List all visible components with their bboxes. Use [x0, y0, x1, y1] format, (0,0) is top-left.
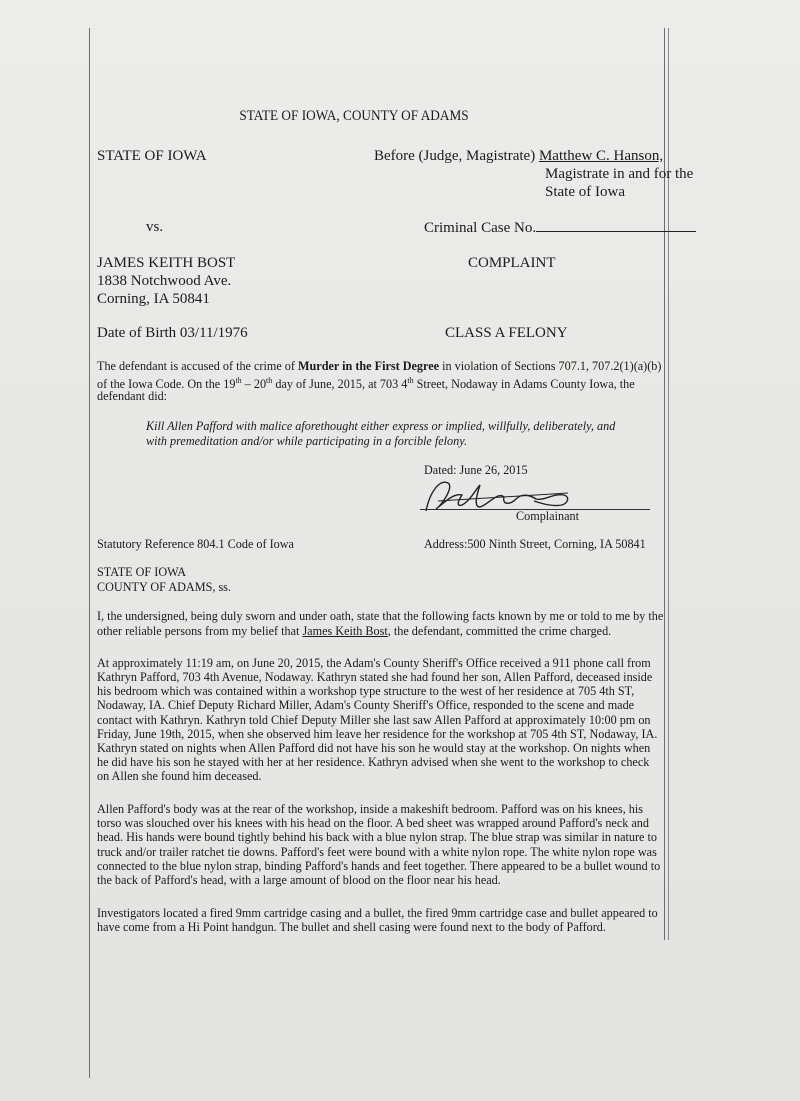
- felony-class: CLASS A FELONY: [445, 325, 568, 341]
- case-number-label: Criminal Case No.: [424, 220, 537, 236]
- accusation-text-d: day of June, 2015, at 703 4: [272, 377, 408, 392]
- accusation-line-3: defendant did:: [97, 389, 168, 403]
- facts-1-line: his bedroom which was contained within a workshop type structure to the west of her residence at 705 4th ST,: [97, 684, 635, 698]
- magistrate-line-3: State of Iowa: [545, 184, 625, 200]
- right-fold-line: [664, 28, 665, 940]
- venue-state: STATE OF IOWA: [97, 565, 187, 579]
- facts-1-line: Kathryn stated on nights when Allen Pafford did not have his son he would stay at the workshop. On nights when: [97, 741, 651, 755]
- facts-2-line: truck and/or trailer ratchet tie downs. Pafford's feet were bound with a white nylon rope. The white nylon rope was: [97, 845, 657, 859]
- charge-text-line-1: Kill Allen Pafford with malice aforethought either express or implied, willfully, deliberately, and: [146, 419, 616, 433]
- magistrate-line-2: Magistrate in and for the: [545, 166, 694, 182]
- accusation-line-2: [97, 374, 635, 392]
- complainant-address: Address:500 Ninth Street, Corning, IA 50841: [424, 537, 646, 551]
- oath-text-b: , the defendant, committed the crime charged.: [387, 624, 612, 638]
- charge-text-line-2: with premeditation and/or while participating in a forcible felony.: [146, 434, 468, 448]
- statutory-reference: Statutory Reference 804.1 Code of Iowa: [97, 537, 294, 551]
- defendant-name-inline: James Keith Bost: [302, 624, 388, 638]
- oath-text-a: other reliable persons from my belief that: [97, 624, 303, 638]
- dated-line: Dated: June 26, 2015: [424, 463, 528, 477]
- oath-line-2: [97, 624, 611, 639]
- crime-name: Murder in the First Degree: [298, 359, 440, 373]
- accusation-line-1: [97, 359, 661, 374]
- before-label: Before (Judge, Magistrate): [374, 148, 536, 164]
- sup-th-3: th: [407, 376, 414, 385]
- defendant-name: JAMES KEITH BOST: [97, 255, 236, 271]
- date-of-birth: Date of Birth 03/11/1976: [97, 325, 248, 341]
- sup-th-1: th: [235, 376, 242, 385]
- oath-line-1: I, the undersigned, being duly sworn and under oath, state that the following facts known by me or told to me by the: [97, 609, 664, 623]
- magistrate-name: Matthew C. Hanson,: [538, 148, 664, 164]
- facts-1-line: he did have his son he stayed with her at her residence. Kathryn advised when she went to the workshop to check: [97, 755, 650, 769]
- accusation-text-a: The defendant is accused of the crime of: [97, 359, 299, 373]
- left-margin-line: [89, 28, 90, 1078]
- facts-3-line: have come from a Hi Point handgun. The bullet and shell casing were found next to the body of Pafford.: [97, 920, 606, 934]
- facts-1-line: Nodaway, IA. Chief Deputy Richard Miller, Adam's County Sheriff's Office, responded to the scene and made: [97, 698, 635, 712]
- facts-2-line: torso was slouched over his knees with his head on the floor. A bed sheet was wrapped around Pafford's neck and: [97, 816, 649, 830]
- accusation-text-e: Street, Nodaway in Adams County Iowa, the: [413, 377, 635, 392]
- magistrate-block: [374, 148, 663, 165]
- court-title: STATE OF IOWA, COUNTY OF ADAMS: [239, 108, 469, 124]
- facts-1-line: At approximately 11:19 am, on June 20, 2015, the Adam's County Sheriff's Office received a 911 phone call from: [97, 656, 651, 670]
- complainant-label: Complainant: [516, 509, 579, 523]
- facts-1-line: Kathryn Pafford, 703 4th Avenue, Nodaway. Kathryn stated she had found her son, Allen Pafford, deceased inside: [97, 670, 653, 684]
- venue-county: COUNTY OF ADAMS, ss.: [97, 580, 231, 594]
- facts-1-line: Friday, June 19th, 2015, when she observed him leave her residence for the workshop at 705 4th ST, Nodaway, IA.: [97, 727, 658, 741]
- right-fold-line-2: [668, 28, 669, 940]
- defendant-address-2: Corning, IA 50841: [97, 291, 210, 307]
- sup-th-2: th: [266, 376, 273, 385]
- facts-3-line: Investigators located a fired 9mm cartridge casing and a bullet, the fired 9mm cartridge case and bullet appeared to: [97, 906, 658, 920]
- facts-2-line: connected to the blue nylon strap, binding Pafford's hands and feet together. There appeared to be a bullet wound to: [97, 859, 661, 873]
- facts-1-line: on Allen she found him deceased.: [97, 769, 262, 783]
- facts-2-line: head. His hands were bound tightly behind his back with a blue nylon strap. The blue strap was similar in nature to: [97, 830, 657, 844]
- facts-2-line: the back of Pafford's head, with a large amount of blood on the floor near his head.: [97, 873, 501, 887]
- defendant-address-1: 1838 Notchwood Ave.: [97, 273, 232, 289]
- versus-label: vs.: [146, 219, 164, 235]
- facts-2-line: Allen Pafford's body was at the rear of the workshop, inside a makeshift bedroom. Pafford was on his knees, his: [97, 802, 644, 816]
- accusation-text-c: of the Iowa Code. On the 19: [97, 377, 236, 392]
- case-number: [424, 219, 696, 237]
- accusation-text-b: in violation of Sections 707.1, 707.2(1)(a)(b): [439, 359, 662, 373]
- facts-1-line: contact with Kathryn. Kathryn told Chief Deputy Miller she last saw Allen Pafford at approximately 10:00 pm on: [97, 713, 651, 727]
- case-number-blank: [536, 219, 696, 232]
- document-type: COMPLAINT: [468, 255, 556, 271]
- accusation-dash: – 20: [241, 377, 267, 392]
- state-caption: STATE OF IOWA: [97, 148, 207, 164]
